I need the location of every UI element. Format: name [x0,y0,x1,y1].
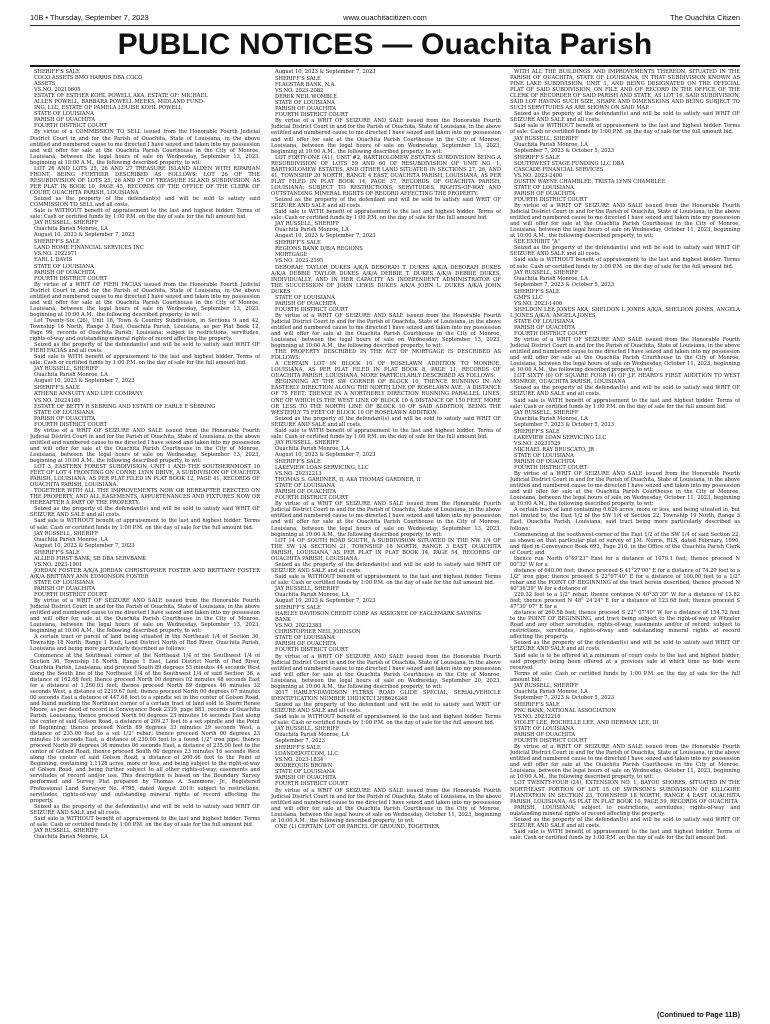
notice-column-3 [510,69,740,1009]
notice-line: LOT 26 AND LOTS 25, 26 AND 27 TREASURE ISLAND ALDEN WITH RIPARIAN FRONT, BEING FURTHER DESCRIBED AS FOLLOWS: LOT 26 OF THE RESUBDIVISION OF LOTS 25, 26 AND 27 OF TREASURE ISLAND SUBDIVISION, AS PER PLAT IN BOOK 10, PAGE 45, RECORDS OF THE OFFICE OF THE CLERK OF COURT, OUACHITA PARISH, LOUISIANA [30,165,260,196]
notice-line: Ouachita Parish Monroe, LA [34,226,108,233]
page-header-website: www.ouachitacitizen.com [343,12,427,22]
notice-line: JAY RUSSELL, SHERIFF [34,220,99,227]
notice-line: BANK [275,617,291,624]
notice-line: Sale is WITHOUT benefit of appraisement to the last and highest bidder. Terms of sale: Cash or certified funds by 1:00 P.M. on the day of sale for the full amount bid. [30,208,260,221]
notice-line: SOUTHWEST STAGE FUNDING LLC DBA [514,160,625,167]
notice-line: By virtue of a WRIT OF SEIZURE AND SALE issued from the Honorable Fourth Judicial District Court in and for the Parish of Ouachita, State of Louisiana, in the above entitled and numbered cause to me directed I have seized and taken into my possession and will offer for sale at the Ouachita Parish Courthouse in the City of Monroe, Louisiana, between the legal hours of sale on Wednesday, September 13, 2023, beginning at 10:00 A.M., the following described property, to wit: [30,598,260,635]
notice-line: PNC BANK, NATIONAL ASSOCIATION [514,707,616,714]
notice-line: Seized as the property of the defendant and will be sold to satisfy said WRIT OF SEIZURE AND SALE and all costs. [271,196,501,210]
notice-line: STATE OF LOUISIANA [275,100,335,107]
notice-line: FOURTH DISTRICT COURT [514,465,588,472]
notice-line: Seized as the property of the defendant(s) and will be sold to satisfy said WRIT OF SEIZURE AND SALE and all costs. [271,561,501,574]
notice-line: Said sale is WITHOUT benefit of appraisement to the last and highest bidder. Terms of sale: Cash or certified funds by 1:00 P.M. on the day of sale for the full amount bid. [30,815,260,828]
notice-heading: SHERIFF'S SALE [34,239,80,246]
notice-heading: SHERIFF'S SALE [275,605,321,612]
legal-notice [271,459,501,604]
notice-line: STATE OF LOUISIANA [514,184,574,191]
notice-line: FOURTH DISTRICT COURT [34,592,108,599]
notice-line: By virtue of a WRIT OF SEIZURE AND SALE issued from the Honorable Fourth Judicial District Court in and for the Parish of Ouachita, State of Louisiana, in the above entitled and numbered cause to me directed I have seized and taken into my possession and will offer for sale at the Ouachita Parish Courthouse in the City of Monroe, Louisiana, between the legal hours of sale on Wednesday, September 13, 2023, beginning at 10:00 A.M., the following described property, to wit: [271,501,501,538]
notice-line: EARL L DAVIS [34,257,73,264]
notice-line: STATE OF LOUISIANA [275,294,335,301]
notice-line: STATE OF LOUISIANA [514,452,574,459]
notice-line: PARISH OF OUACHITA [275,775,337,782]
notice-line: By virtue of a WRIT OF SEIZURE AND SALE issued from the Honorable Fourth Judicial District Court in and for the Parish of Ouachita, State of Louisiana, in the above entitled and numbered cause to me directed I have seized and taken into my possession and will offer for sale at the Ouachita Parish Courthouse in the City of Monroe, Louisiana, between the legal hours of sale on Wednesday, October 11, 2023, beginning at 10:00 A.M., the following described property, to wit: [271,787,501,824]
notice-line: A certain tract of land containing 0.626 acres, more or less, and being situated in, but not limited to, the East 1/2 of the SW 1/4 of Section 22, Township 19 North, Range 3 East, Ouachita Parish, Louisiana, said tract being more particularly described as follows: [510,507,740,532]
notice-line: LAKEVIEW LOAN SERVICING, LLC [275,465,369,472]
title-rule [30,65,740,67]
notice-line: FOURTH DISTRICT COURT [514,196,588,203]
notice-line: PARISH OF OUACHITA [514,324,576,331]
notice-line: September 7, 2023 [275,738,325,745]
notice-line: THE PROPERTY DESCRIBED IN THE ACT OF MORTGAGE IS DESCRIBED AS FOLLOWS: [271,349,501,362]
notice-line: PARISH OF OUACHITA [514,459,576,465]
notice-line: VS.NO. 20224185 [34,397,81,404]
notice-line: August 10, 2023 & September 7, 2023 [275,69,376,75]
page-title: PUBLIC NOTICES — Ouachita Parish [117,28,653,61]
notice-line: By virtue of a WRIT OF SEIZURE AND SALE issued from the Honorable Fourth Judicial District Court in and for the Parish of Ouachita, State of Louisiana, in the above entitled and numbered cause to me directed I have seized and taken into my possession and will offer for sale at the Ouachita Parish Courthouse in the City of Monroe, Louisiana, between the legal hours of sale on Wednesday, September 20, 2023, beginning at 10:00 A.M., the following described property, to wit: [271,653,501,690]
notice-heading: SHERIFF'S SALE [514,288,560,295]
notice-line: SHELDON LEE JONES AKA, SHELDON L JONES A/K/A, SHELDON JONES, ANGELA L JONES A/K/A, ANGELA JONES [510,306,740,319]
notice-line: By virtue of a WRIT OF SEIZURE AND SALE issued from the Honorable Fourth Judicial District Court in and for the Parish of Ouachita, State of Louisiana, in the above entitled and numbered cause to me directed I have seized and taken into my possession and will offer for sale at the Ouachita Parish Courthouse in the City of Monroe, Louisiana, between the legal hours of sale on Wednesday, October 11, 2023, beginning at 10:00 A.M., the following described property, to wit: [510,337,740,374]
notice-line: By virtue of a WRIT OF SEIZURE AND SALE issued from the Honorable Fourth Judicial District Court in and for the Parish of Ouachita, State of Louisiana, in the above entitled and numbered cause to me directed I have seized and taken into my possession and will offer for sale at the Ouachita Parish Courthouse in the City of Monroe, Louisiana, between the legal hours of sale on Wednesday, October 11, 2023, beginning at 10:00 A.M., the following described property, to wit: [510,203,740,240]
notice-line: Lot Twenty-Six (26), Unit 18, Town & Country Subdivision, in Sections 9 and 42, Township 16 North, Range 3 East, Ouachita Parish, Louisiana, as per Plat Book 12, Page 99, records of Ouachita Parish, Louisiana; subject to restrictions, servitudes, rights-of-way and outstanding mineral rights of record affecting the property. [30,317,260,343]
notice-line: Ouachita Parish Monroe, LA [275,445,349,452]
notice-line: 2017 HARLEY-DAVIDSON FLTRXS ROAD GLIDE SPECIAL, SERIAL/VEHICLE IDENTIFICATION NUMBER 1HD1KTC13HB626248 [271,689,501,702]
notice-line: LOT 3, EASTERN FOREST SUBDIVISION, UNIT 1 AND THE SOUTHERNMOST 10 FEET OF LOT 4 FRONTING ON CONNE LYNN DRIVE, A SUBDIVISION OF OUACHITA PARISH, LOUISIANA, AS PER PLAT FILED IN PLAT BOOK 12, PAGE 41, RECORDS OF OUACHITA PARISH, LOUISIANA. [30,464,260,489]
notice-line: Seized as the property of the defendant and will be sold to satisfy said WRIT OF SEIZURE AND SALE and all costs. [271,701,501,714]
notice-line: August 10, 2023 & September 7, 2023 [275,233,376,240]
legal-notice [271,69,501,75]
notice-line: WITH ALL THE BUILDINGS AND IMPROVEMENTS THEREON, SITUATED IN THE PARISH OF OUACHITA, STATE OF LOUISIANA, IN THAT SUBDIVISION KNOWN AS PINE LAKE SUBDIVISION, UNIT 1, AND BEING DESIGNATED ON THE OFFICIAL PLAT OF SAID SUBDIVISION, ON FILE AND OF RECORD IN THE OFFICE OF THE CLERK OF RECORDER OF SAID PARISH AND STATE, AS LOT 16, SAID SUBDIVISION, SAID LOT HAVING SUCH SIZE, SHAPE AND DIMENSIONS AND BEING SUBJECT TO SUCH SERVITUDES AS ARE SHOWN ON SAID MAP. [510,69,740,112]
notice-line: August 10, 2023 & September 7, 2023 [34,232,135,239]
notice-line: August 10, 2023 & September 7, 2023 [34,542,135,549]
legal-notice [510,155,740,288]
notice-line: VS.NO. 2023-1406 [514,300,563,307]
notice-line: FLAGSTAR BANK, N.A. [275,82,336,89]
notice-line: Ouachita Parish Monroe, LA [514,415,588,422]
notice-line: LOANDEPOT.COM, LLC [275,751,339,758]
notice-line: PARISH OF OUACHITA [275,300,337,307]
notice-column-2 [271,69,501,1009]
notice-line: ING, LLC, ESTATE OF PAMELA LOUISE KOHL POWELL [34,105,183,112]
legal-notice [271,605,501,744]
notice-line: FOURTH DISTRICT COURT [34,275,108,282]
notice-line: VS.NO. 2023-1901 [34,561,83,568]
notice-heading: SHERIFF'S SALE [34,385,80,392]
notice-line: VS.NO. 20232383 [275,623,322,630]
notice-heading: SHERIFF'S SALE [275,76,321,83]
notice-line: PARISH OF OUACHITA [514,190,576,197]
notice-line: FOURTH DISTRICT COURT [34,123,108,130]
notice-line: Ouachita Parish Monroe, LA [275,592,349,599]
notice-line: MICHAEL RAY BRUSCATO, JR [514,446,595,453]
notice-line: Said sale is WITH benefit of appraisement to the last and highest bidder. Terms of sale: Cash or certified funds by 1:00 P.M. on the day of sale for the full amount bid. [510,397,740,410]
notice-line: ESTATE OF BETTY R SEBRING AND ESTATE OF EARLE E SEBRING [34,403,216,410]
notice-heading: SHERIFF'S SALE [275,459,321,465]
notice-line: RODREQUIS BROWN [275,763,333,770]
notice-line: Said sale is WITHOUT benefit of appraisement to the last and highest bidder. Terms of sale: Cash or certified funds by 1:00 P.M. on the day of sale for the full amount bid. [30,518,260,531]
notice-line: By virtue of a WRIT OF SEIZURE AND SALE issued from the Honorable Fourth Judicial District Court in and for the Parish of Ouachita, State of Louisiana, in the above entitled and numbered cause to me directed I have seized and taken into my possession and will offer for sale at the Ouachita Parish Courthouse in the City of Monroe, Louisiana, between the legal hours of sale on Wednesday, October 11, 2023, beginning at 10:00 A.M., the following described property, to wit: [510,471,740,508]
notice-line: Said sale is WITHOUT benefit of appraisement to the last and highest bidder. Terms of sale: Cash or certified funds by 1:00 P.M. on the day of sale for the full amount bid. [271,713,501,727]
notice-line: JAY RUSSELL, SHERIFF [34,530,99,537]
notice-line: VS.NO. 2023-2082 [275,88,324,95]
legal-notice [510,69,740,154]
notice-line: PARISH OF OUACHITA [34,585,96,592]
notice-line: September 7, 2023 & October 5, 2023 [514,281,615,288]
notice-line: Ouachita Parish Monroe, LA [514,275,588,282]
notice-line: PARISH OF OUACHITA [275,489,337,496]
notice-line: September 7, 2023 & October 5, 2023 [514,694,615,701]
notice-line: JORDAN FOSTER A/K/A JORDAN CHRISTOPHER FOSTER AND BRITTANY FOSTER A/K/A BRITTANY ANN EDMONSON FOSTER [30,567,260,580]
notice-line: September 7, 2023 & October 5, 2023 [514,421,615,428]
notice-line: By virtue of a WRIT OF SEIZURE AND SALE issued from the Honorable Fourth Judicial District Court in and for the Parish of Ouachita, State of Louisiana, in the above entitled and numbered cause to me directed I have seized and taken into my possession and will offer for sale at the Ouachita Parish Courthouse in the City of Monroe, Louisiana, between the legal hours of sale on Wednesday, October 11, 2023, beginning at 10:00 A.M., the following described property, to wit: [510,744,740,781]
notice-line: Seized as the property of the defendant(s) and will be sold to satisfy said WRIT OF SEIZURE AND SALE and all costs. [510,816,740,829]
notice-line: PARISH OF OUACHITA [34,269,96,276]
legal-notice [30,385,260,548]
notice-line: distance of 260.58 feet; thence proceed S 22° 07'40" W for a distance of 154.72 feet to the POINT OF BEGINNING, and tract being subject to the right-of-way of Wheeler Road and any other servitudes, rights-of-way, easements and/or of record; subject to restrictions, servitudes, rights-of-way and outstanding mineral rights of record affecting the property. [510,610,740,641]
notice-line: Seized as the property of the defendant(s) and will be sold to satisfy said COMMISSION TO SELL and all costs. [30,195,260,209]
notice-line: LAKEVIEW LOAN SERVICING LLC [514,434,607,441]
notice-line: PARISH, LOUISIANA; subject to restrictions, servitudes, rights-of-way and outstanding mineral rights of record affecting the property. [510,804,740,817]
notice-line: JAY RUSSELL, SHERIFF [275,585,340,592]
notice-line: STATE OF LOUISIANA [275,635,335,642]
notice-line: Seized as the property of the defendant(s) and will be sold to satisfy said WRIT OF SEIZURE AND SALE and all costs. [30,803,260,816]
notice-line: Said sale is WITHOUT benefit of appraisement to the last and highest bidder. Terms of sale: Cash or certified funds by 1:00 P.M. on the day of sale for the full amount bid. [510,123,740,136]
notice-heading: SHERIFF'S SALE [275,745,321,752]
notice-line: STATE OF LOUISIANA [275,769,335,776]
legal-notice [30,69,260,238]
notice-line: JAY RUSSELL, SHERIFF [514,409,579,416]
notice-line: LOT 14 OF SOUTH ROAD SOUTH, A SUBDIVISION SITUATED IN THE NW 1/4 OF THE SW 1/4 SECTION 21, TOWNSHIP 18 NORTH, RANGE 3 EAST, OUACHITA PARISH, LOUISIANA, AS PER PLAT IN PLAT BOOK 14, PAGE 54, RECORDS OF OUACHITA PARISH, LOUISIANA. [271,537,501,562]
notice-line: BEGINNING AT THE SW CORNER OF BLOCK 10, THENCE RUNNING IN AN EASTERLY DIRECTION ALONG THE NORTH LINE OF ROSELAWN AVE., A DISTANCE OF 75 FEET; THENCE IN A NORTHERLY DIRECTION RUNNING PARALLEL LINES, ONE OF WHICH IS THE WEST LINE OF BLOCK 10 A DISTANCE OF 150 FEET, MORE OR LESS TO THE NORTH LINE OF BLOCK 10 OF SAID ADDITION, BEING THE WESTERLY 75 FEET OF BLOCK 10 OF ROSELAWN ADDITION. [271,379,501,416]
notice-line: CHRISTOPHER NEIL JOHNSON [275,629,361,636]
notice-line: DEREK NEIL WOMBLE [275,94,338,101]
notice-line: STATE OF LOUISIANA [34,409,94,416]
notice-heading: SHERIFF'S SALE [514,428,560,435]
notice-line: STATE OF LOUISIANA [514,318,574,325]
notice-line: Seized as the property of the defendant(s) and will be sold to satisfy said WRIT OF SEIZURE AND SALE and all costs. [510,245,740,258]
notice-line: REGIONS BANK D/B/A REGIONS [275,246,363,253]
notice-heading: SHERIFF'S SALE [275,240,321,247]
notice-line: August 10, 2023 & September 7, 2023 [34,378,135,385]
notice-heading: SHERIFF'S SALE [34,69,80,75]
notice-line: STATE OF LOUISIANA [34,579,94,586]
notice-line: GMFS LLC [514,294,543,301]
notice-line: ATHENE ANNUITY AND LIFE COMPANY [34,391,143,398]
notice-line: DUSTIN WAYNE CHAMBLEE, TRISTA LYNN CHAMBLEE [514,178,666,185]
notice-line: VS.NO. 2023-2195 [275,258,324,265]
notice-line: VS.NO. 20210605 [34,87,81,94]
notice-line: ASSETS [34,81,56,88]
notice-line: FOURTH DISTRICT COURT [514,738,588,745]
notice-heading: SHERIFF'S SALE [34,549,80,556]
notice-line: Commence at the Southeast corner of the Northeast 1/4 of the Southwest 1/4 of Section 36, Township 18 North, Range 1 East, Land District North of Red River, Ouachita Parish, Louisiana; and proceed South 89 degrees 55 minutes 44 seconds West along the South line of the Northeast 1/4 of the Southwest 1/4 of said Section 36, a distance of 162.68 feet; thence proceed North 00 degrees 02 minutes 48 seconds East for a distance of 1,260.03 feet; thence proceed North 89 degrees 46 minutes 32 seconds West, a distance of 2219.67 feet; thence proceed North 00 degrees 07 minutes 00 seconds East a distance of 447.68 feet to a spindle set in the center of Golson Road, and found marking the Northeast corner of a certain tract of land sold to Sherri Renee Moore, as per deed of record in Conveyance Book 2339, page 883, records of Ouachita Parish, Louisiana; thence proceed North 00 degrees 23 minutes 16 seconds East along the center of said Golson Road, a distance of 209.27 feet to a set spindle and the Point of Beginning; thence proceed North 89 degrees 33 minutes 29 seconds West, a distance of 235.00 feet to a set 1/2" rebar; thence proceed North 00 degrees 23 minutes 16 seconds East, a distance of 230.00 feet to a found 1/2" iron pipe; thence proceed North 89 degrees 36 minutes 06 seconds East, a distance of 235.00 feet to the center of Golson Road; thence proceed South 00 degrees 23 minutes 16 seconds West along the center of said Golson Road, a distance of 200.46 feet to the Point of Beginning, containing 1.1128 acres, more or less, and being subject to the right-of-way of Golson Road, and being further subject to all other rights-of-way, easements and servitudes of record and/or use. This description is based on the Boundary Survey performed and Survey Plat prepared by Thomas A. Sammons, Jr., Registered Professional Land Surveyor No. 4795, dated August 2019; subject to restrictions, servitudes, rights-of-way and outstanding mineral rights of record affecting the property. [30,652,260,804]
notice-column-1 [30,69,260,1009]
notice-line: By virtue of a WRIT OF SEIZURE AND SALE issued from the Honorable Fourth Judicial District Court in and for the Parish of Ouachita, State of Louisiana, in the above entitled and numbered cause to me directed I have seized and taken into my possession and will offer for sale at the Ouachita Parish Courthouse in the City of Monroe, Louisiana, between the legal hours of sale on Wednesday, September 13, 2023, beginning at 10:00 A.M., the following described property, to wit: [271,312,501,350]
notice-line: August 10, 2023 & September 7, 2023 [275,598,376,605]
notice-line: DEBORAH TAYLOR DUKES A/K/A DEBORAH T. DUKES A/K/A DEBORAH DUKES A/K/A DEBBIE TAYLOR DUKES A/K/A DEBBIE T. DUKES A/K/A DEBBIE DUKES, INDIVIDUALLY, AND IN HER CAPACITY AS INDEPENDENT ADMINISTRATOR OF THE SUCCESSION OF JOHN LEWIS DUKES A/K/A JOHN L. DUKES A/K/A JOHN DUKES [271,264,501,295]
notice-line: Said sale is WITH benefit of appraisement to the last and highest bidder. Terms of sale: Cash or certified funds by 1:00 P.M. on the day of sale for the full amount bid. [271,209,501,222]
notice-line: Ouachita Parish Monroe, LA [514,688,588,695]
notice-line: PARISH OF OUACHITA [275,641,337,648]
notice-line: JAY RUSSELL, SHERIFF [34,366,99,373]
notice-line: JAY RUSSELL, SHERIFF [275,221,340,228]
notice-line: Seized as the property of the defendant(s) and will be sold to satisfy said WRIT OF SEIZURE AND SALE and all costs. [30,506,260,519]
notice-line: LOT SIXTY (6) OF SQUARE FOUR (4) OF J.F. HEARD'S FIRST ADDITION TO WEST MONROE, OUACHITA PARISH, LOUISIANA [510,373,740,386]
notice-heading: SHERIFF'S SALE [514,701,560,708]
notice-line: COCO ASSETS BMO HARRIS DBA COCO [34,75,143,82]
notice-line: By virtue of a WRIT OF SEIZURE AND SALE issued from the Honorable Fourth Judicial District Court in and for the Parish of Ouachita, State of Louisiana, in the above entitled and numbered cause to me directed I have seized and taken into my possession and will offer for sale at the Ouachita Parish Courthouse in the City of Monroe, Louisiana, between the legal hours of sale on Wednesday, September 13, 2023, beginning at 10:00 A.M., the following described property, to wit: [30,427,260,464]
notice-line: Terms of sale: Cash or certified funds by 1:00 P.M. on the day of sale for the full amount bid. [510,670,740,683]
notice-line: JAY RUSSELL, SHERIFF [514,682,579,689]
notice-line: VIOLET LEE, ROCHELLE LEE, AND HERMAN LEE, III [514,720,659,727]
notice-line: Ouachita Parish Monroe, LA [275,732,349,739]
notice-heading: SHERIFF'S SALE [514,154,560,161]
notice-line: STATE OF LOUISIANA [34,263,94,270]
notice-line: LAND HOME FINANCIAL SERVICES INC [34,245,144,252]
notice-line: VS.NO. 2023-1834 [275,757,324,764]
notice-line: A certain tract or parcel of land being situated in the Northeast 1/4 of Section 36, Township 18 North, Range 1 East, Land District North of Red River, Ouachita Parish, Louisiana and being more particularly described as follows: [30,634,260,653]
notice-line: JAY RUSSELL, SHERIFF [514,135,579,142]
notice-line: Said sale is WITH benefit of appraisement to the last and highest bidder. Terms of sale: Cash or certified funds by 1:00 P.M. on the day of sale for the full amount bid. [30,354,260,367]
notice-line: ALLEN POWELL, BARBARA POWELL MEEKS, MIDLAND FUND- [34,99,205,106]
legal-notice [271,240,501,458]
notice-line: STATE OF LOUISIANA [34,111,94,118]
notice-line: FOURTH DISTRICT COURT [514,331,588,338]
legal-notice [510,289,740,428]
notice-line: A CERTAIN LOT IN BLOCK 10 OF ROSELAWN ADDITION TO MONROE, LOUISIANA, AS PER PLAT FILED IN PLAT BOOK 8, PAGE 11, RECORDS OF OUACHITA PARISH, LOUISIANA, MORE PARTICULARLY DESCRIBED AS FOLLOWS: [271,361,501,380]
legal-notice [271,76,501,239]
notice-line: FOURTH DISTRICT COURT [275,647,349,654]
notice-line: PARISH OF OUACHITA [275,106,337,113]
notice-line: FOURTH DISTRICT COURT [275,112,349,119]
notice-line: FOURTH DISTRICT COURT [275,495,349,502]
legal-notice [271,745,501,830]
notice-line: PARISH OF OUACHITA [34,415,96,422]
notice-line: Said sale is WITH benefit of appraisement to the last and highest bidder. Terms of sale: Cash or certified funds by 1:00 P.M. on the day of sale for the full amount bid. [510,828,740,841]
notice-line: CASCADE FINANCIAL SERVICES [514,166,604,173]
notice-line: ONE (1) CERTAIN LOT OR PARCEL OF GROUND, TOGETHER [275,823,439,830]
notice-line: JAY RUSSELL, SHERIFF [275,726,340,733]
notice-line: Ouachita Parish Monroe, LA [34,833,108,840]
notice-line: FOURTH DISTRICT COURT [275,306,349,313]
notice-line: Commencing at the southwest corner of the East 1/2 of the SW 1/4 of said Section 22, as shown on that particular plat of survey of J.M. Norris, RLS, dated February, 1990, and filed in Conveyance Book 693, Page 310, in the Office of the Ouachita Parish Clerk of Court; and [510,531,740,556]
notice-line: FOURTH DISTRICT COURT [275,781,349,788]
notice-line: STATE OF LOUISIANA [275,483,335,490]
notice-line: VS.NO. 2023-2400 [514,172,563,179]
notice-line: JAY RUSSELL, SHERIFF [275,439,340,446]
notice-line: Seized as the property of the defendant(s) and will be sold to satisfy said WRIT OF FIERI FACIAS and all costs. [30,342,260,355]
notice-line: August 10, 2023 & September 7, 2023 [275,451,376,458]
notice-line: By virtue of a WRIT OF SEIZURE AND SALE issued from the Honorable Fourth Judicial District Court in and for the Parish of Ouachita, State of Louisiana, in the above entitled and numbered cause to me directed I have seized and taken into my possession and will offer for sale at the Ouachita Parish Courthouse in the City of Monroe, Louisiana, between the legal hours of sale on Wednesday, September 13, 2023, beginning at 10:00 A.M., the following described property, to wit: [271,118,501,155]
page-header-publication: The Ouachita Citizen [669,12,740,22]
notice-line: VS.NO. 2022971 [34,251,78,258]
legal-notice [510,702,740,841]
notice-line: September 7, 2023 & October 5, 2023 [514,147,615,154]
notice-line: 229.32 feet to a 1/2" rebar; thence continue N 40°35'39" W for a distance of 13.82 feet; thence proceed N 48° 24'24" E for a distance of 123.68 feet; thence proceed S 47°30' 07" E for a [510,592,740,611]
notice-line: Ouachita Parish Monroe, LA [514,141,588,148]
notice-line: STATE OF LOUISIANA [514,726,574,733]
notice-line: MORTGAGE [275,252,308,259]
continued-note: (Continued to Page 11B) [656,1010,740,1019]
notice-line: HARLEY DAVIDSON CREDIT CORP AS ASSIGNEE OF EAGLEMARK SAVINGS [275,611,482,618]
notice-line: Seized as the property of the defendant(s) and will be sold to satisfy said WRIT OF SEIZURE AND SALE and all costs. [510,640,740,653]
notice-line: Seized as the property of the defendant(s) and will be sold to satisfy said WRIT OF SEIZURE AND SALE and all costs. [510,385,740,398]
notice-line: thence run North 0°49'23" East for a distance of 1079.1 feet; thence proceed N 00°32' W for a [510,555,740,568]
notice-line: Seized as the property of the defendant(s) and will be sold to satisfy said WRIT OF SEIZURE AND SALE and all costs. [271,415,501,428]
notice-line: JAY RUSSELL, SHERIFF [34,827,99,834]
notice-line: TOGETHER WITH ALL THE IMPROVEMENTS NOW OR HEREAFTER ERECTED ON THE PROPERTY, AND ALL EASEMENTS, APPURTENANCES AND FIXTURES NOW OR HEREAFTER A PART OF THE PROPERTY. [30,488,260,507]
notice-line: PARISH OF OUACHITA [34,117,96,124]
notice-line: VS.NO. 20232213 [275,471,322,478]
notice-line: Ouachita Parish Monroe, LA [275,227,349,234]
notice-line: Said sale is WITHOUT benefit of appraisement to the last and highest bidder. Terms of sale: Cash or certified funds by 1:00 P.M. on the day of sale for the full amount bid. [510,257,740,270]
notice-line: distance of 640.06 feet; thence proceed S 41°27'00" E for a distance of 74.20 feet to a 1/2" iron pipe; thence proceed S 22°07'40" E for a distance of 100.00 feet to a 1/2" rebar and the POINT OF BEGINNING of the tract herein described; thence proceed N 40°36'39" W for a distance of [510,567,740,592]
notice-line: ESTATE OF ESTHER KOHL POWELL AKA, ESTATE OF: MICHAEL [34,93,208,100]
notice-line: Ouachita Parish Monroe, LA [34,372,108,379]
notice-line: VS.NO. 20231529 [514,440,561,447]
notice-line: VS.NO. 20232216 [514,713,561,720]
notice-line: SEE EXHIBIT "A" [514,239,560,246]
legal-notice [510,429,740,701]
notice-line: THOMAS S. GARDNER, II, AKA THOMAS GARDNER, II [275,477,421,484]
notice-line: Said sale is WITHOUT benefit of appraisement to the last and highest bidder. Terms of sale: Cash or certified funds by 1:00 P.M. on the day of sale for the full amount bid. [271,573,501,586]
notice-line: LOT FORTY-ONE (41), UNIT #2, BARTHOLOMEW ESTATES SUBDIVISION BEING A RESUBDIVISION OF LOTS 59 AND 60 OF RESUBDIVISION OF UNIT NO. 1, BARTHOLOMEW ESTATES, AND OTHER LAND SITUATED IN SECTIONS 27, 26, AND 41, TOWNSHIP 20 NORTH, RANGE 4 EAST, OUACHITA PARISH, LOUISIANA, AS PER PLAT FILED IN PLAT BOOK 14, PAGE 37, RECORDS OF OUACHITA PARISH, LOUISIANA; SUBJECT TO RESTRICTIONS, SERVITUDES, RIGHTS-OF-WAY AND OUTSTANDING MINERAL RIGHTS OF RECORD AFFECTING THE PROPERTY. [271,154,501,197]
notice-line: ALLIED FIRST BANK, SB DBA SERVBANK [34,555,146,562]
page-header [30,10,740,24]
notice-line: Said sale is to be offered at a minimum of court costs to the last and highest bidder, said property being been offered at a previous sale at which time no bids were received. [510,652,740,671]
notice-line: By virtue of a WRIT OF FIERI FACIAS issued from the Honorable Fourth Judicial District Court in and for the Parish of Ouachita, State of Louisiana, in the above entitled and numbered cause to me directed I have seized and taken into my possession and will offer for sale at the Ouachita Parish Courthouse in the City of Monroe, Louisiana, between the legal hours of sale on Wednesday, September 13, 2023, beginning at 10:00 A.M., the following described property, to wit: [30,281,260,318]
notice-line: JAY RUSSELL, SHERIFF [514,269,579,276]
notice-line: Ouachita Parish Monroe, LA [34,536,108,543]
notice-line: Said sale is WITH benefit of appraisement to the last and highest bidder. Terms of sale: Cash or certified funds by 1:00 P.M. on the day of sale for the full amount bid. [271,427,501,440]
notice-line: LOT TWENTY-FOUR (24), EXTENSION NO. 1, BAYOU SHORES, SITUATED IN THE NORTHEAST PORTION OF LOT 15 OF SWINSON'S SUBDIVISION OF KILLGORE PLANTATION IN SECTION 23, TOWNSHIP 18 NORTH, RANGE 4 EAST, OUACHITA PARISH, LOUISIANA, AS PLAT IN PLAT BOOK 10, PAGE 59, RECORDS OF OUACHITA [510,780,740,805]
notice-line: FOURTH DISTRICT COURT [34,421,108,428]
page-header-left: 10B • Thursday, September 7, 2023 [30,12,149,22]
legal-notice [30,239,260,384]
notice-line: Seized as the property of the defendant(s) and will be sold to satisfy said WRIT OF SEIZURE AND SALE and all costs. [510,111,740,124]
notice-line: PARISH OF OUACHITA [514,732,576,739]
legal-notice [30,550,260,840]
notice-line: By virtue of a COMMISSION TO SELL issued from the Honorable Fourth Judicial District Court in and for the Parish of Ouachita, State of Louisiana, in the above entitled and numbered cause to me directed I have seized and taken into my possession and will offer for sale at the Ouachita Parish Courthouse in the City of Monroe, Louisiana, between the legal hours of sale on Wednesday, September 13, 2023, beginning at 10:00 A.M., the following described property, to wit: [30,129,260,166]
